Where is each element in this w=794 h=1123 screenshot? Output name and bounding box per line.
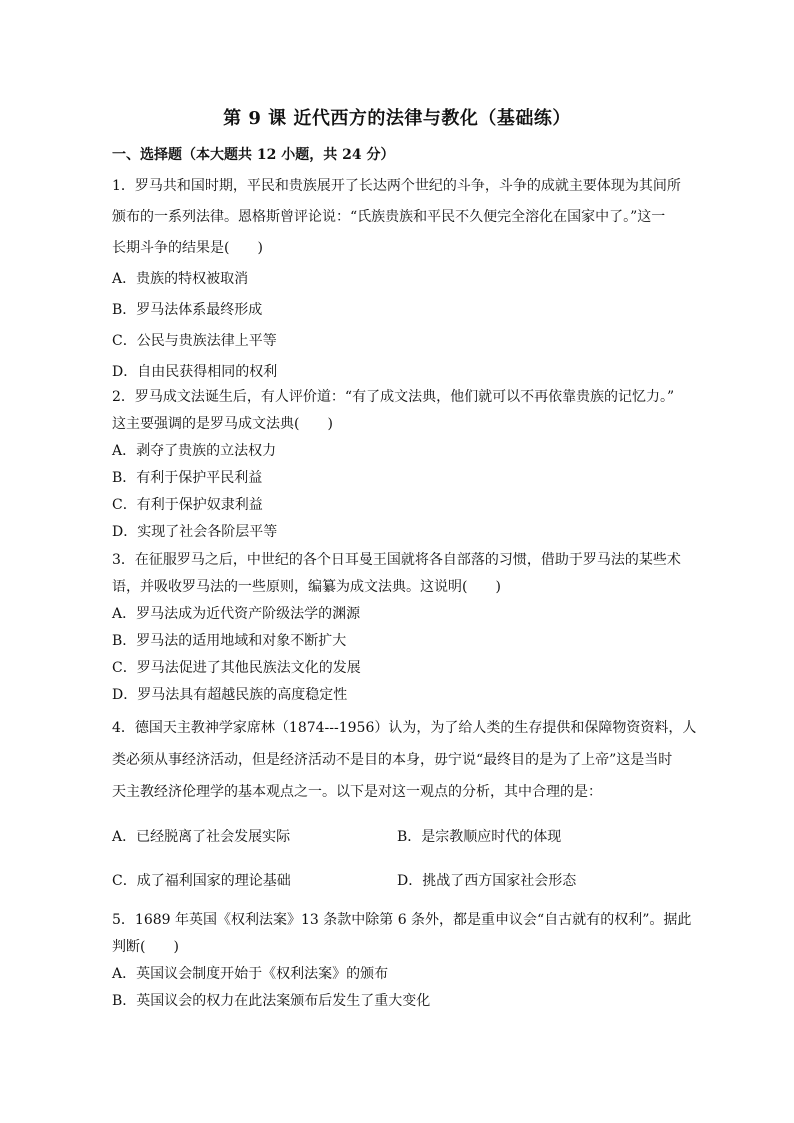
question-2-option-a[interactable]: A．剥夺了贵族的立法权力 <box>112 443 277 459</box>
question-2-line-2: 这主要强调的是罗马成文法典( ) <box>112 416 333 432</box>
section-heading: 一、选择题（本大题共 12 小题，共 24 分） <box>112 147 395 163</box>
question-3-line-2: 语，并吸收罗马法的一些原则，编纂为成文法典。这说明( ) <box>112 579 501 595</box>
question-4-option-c[interactable]: C．成了福利国家的理论基础 <box>112 873 291 889</box>
question-1-option-b[interactable]: B．罗马法体系最终形成 <box>112 302 263 318</box>
question-4-option-b[interactable]: B．是宗教顺应时代的体现 <box>397 829 562 845</box>
question-3-option-a[interactable]: A．罗马法成为近代资产阶级法学的渊源 <box>112 606 361 622</box>
question-1-line-2: 颁布的一系列法律。恩格斯曾评论说：“氏族贵族和平民不久便完全溶化在国家中了。”这一 <box>112 209 666 225</box>
question-3-line-1: 3．在征服罗马之后，中世纪的各个日耳曼王国就将各自部落的习惯，借助于罗马法的某些术 <box>112 552 681 568</box>
question-4-line-2: 类必须从事经济活动，但是经济活动不是目的本身，毋宁说“最终目的是为了上帝”这是当时 <box>112 752 673 768</box>
question-1-line-1: 1．罗马共和国时期，平民和贵族展开了长达两个世纪的斗争，斗争的成就主要体现为其间所 <box>112 178 681 194</box>
question-2-option-d[interactable]: D．实现了社会各阶层平等 <box>112 524 278 540</box>
question-5-option-a[interactable]: A．英国议会制度开始于《权利法案》的颁布 <box>112 966 389 982</box>
question-5-line-1: 5．1689 年英国《权利法案》13 条款中除第 6 条外，都是重申议会“自古就有的权利”。据此 <box>112 912 692 928</box>
question-4-line-1: 4．德国天主教神学家席林（1874---1956）认为，为了给人类的生存提供和保障物资资料，人 <box>112 720 697 736</box>
question-4-option-d[interactable]: D．挑战了西方国家社会形态 <box>397 873 577 889</box>
question-1-line-3: 长期斗争的结果是( ) <box>112 240 263 256</box>
question-2-option-b[interactable]: B．有利于保护平民利益 <box>112 470 263 486</box>
question-3-option-b[interactable]: B．罗马法的适用地域和对象不断扩大 <box>112 633 347 649</box>
question-2-line-1: 2．罗马成文法诞生后，有人评价道：“有了成文法典，他们就可以不再依靠贵族的记忆力。” <box>112 389 675 405</box>
question-5-option-b[interactable]: B．英国议会的权力在此法案颁布后发生了重大变化 <box>112 993 431 1009</box>
question-1-option-a[interactable]: A．贵族的特权被取消 <box>112 271 249 287</box>
question-4-option-a[interactable]: A．已经脱离了社会发展实际 <box>112 829 291 845</box>
question-1-option-d[interactable]: D．自由民获得相同的权利 <box>112 364 278 380</box>
question-4-line-3: 天主教经济伦理学的基本观点之一。以下是对这一观点的分析，其中合理的是： <box>112 784 602 800</box>
question-3-option-d[interactable]: D．罗马法具有超越民族的高度稳定性 <box>112 687 348 703</box>
question-1-option-c[interactable]: C．公民与贵族法律上平等 <box>112 333 277 349</box>
page-title: 第 9 课 近代西方的法律与教化（基础练） <box>223 108 571 129</box>
question-3-option-c[interactable]: C．罗马法促进了其他民族法文化的发展 <box>112 660 361 676</box>
question-2-option-c[interactable]: C．有利于保护奴隶利益 <box>112 497 263 513</box>
question-5-line-2: 判断( ) <box>112 939 179 955</box>
